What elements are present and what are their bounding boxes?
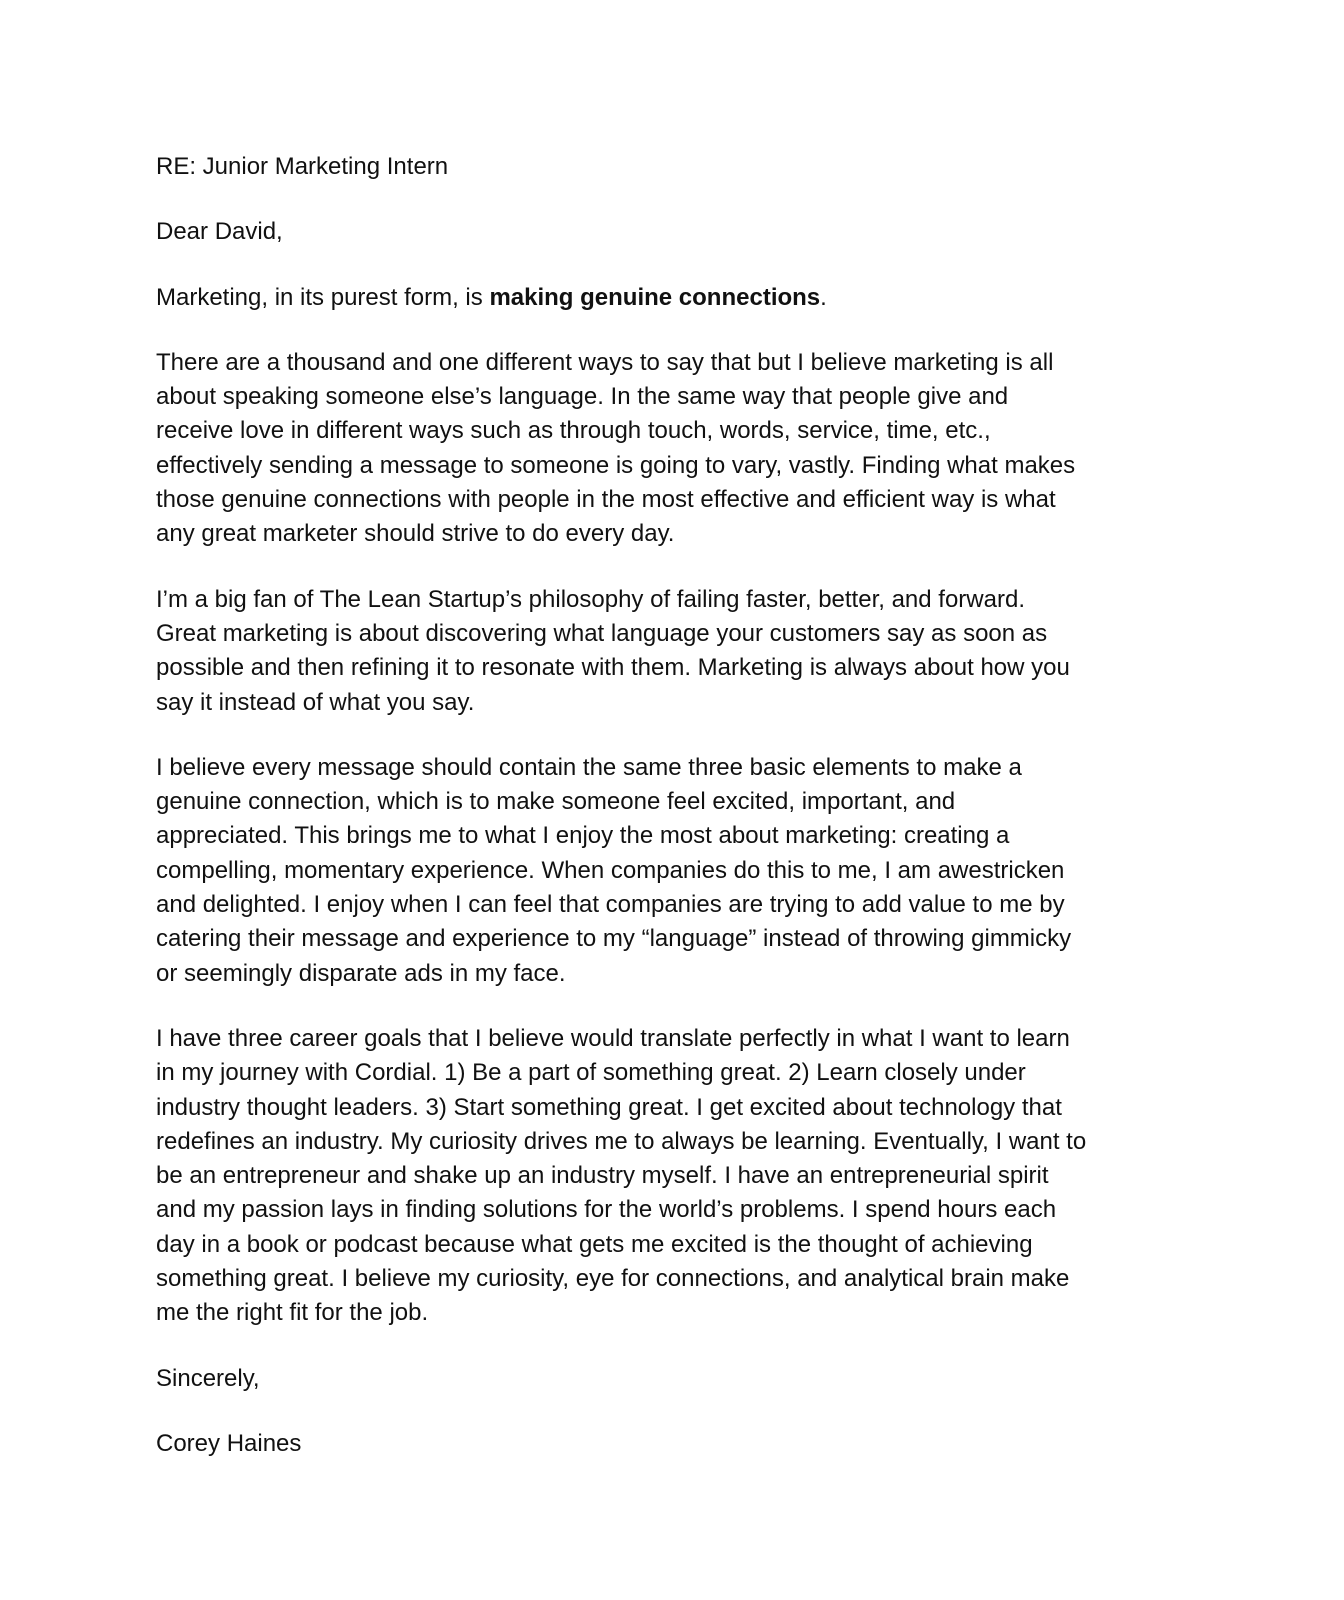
intro-period: . (820, 283, 827, 311)
paragraph-line: compelling, momentary experience. When companies do this to me, I am awestricken (156, 856, 1065, 884)
paragraph-line: and my passion lays in finding solutions for the world’s problems. I spend hours each (156, 1196, 1057, 1224)
paragraph-line: receive love in different ways such as through touch, words, service, time, etc., (156, 417, 991, 445)
paragraph-line: or seemingly disparate ads in my face. (156, 959, 566, 987)
paragraph-line: and delighted. I enjoy when I can feel that companies are trying to add value to me by (156, 891, 1065, 919)
paragraph-line: Great marketing is about discovering what language your customers say as soon as (156, 619, 1048, 647)
paragraph-line: I believe every message should contain the same three basic elements to make a (156, 753, 1022, 781)
intro-text: Marketing, in its purest form, is (156, 283, 490, 311)
cover-letter (156, 150, 1176, 1492)
paragraph-line: any great marketer should strive to do every day. (156, 520, 675, 548)
paragraph-line: possible and then refining it to resonate with them. Marketing is always about how you (156, 654, 1070, 682)
signature: Corey Haines (156, 1429, 302, 1457)
body-paragraph-2 (156, 583, 1176, 720)
closing: Sincerely, (156, 1364, 260, 1392)
paragraph-line: effectively sending a message to someone is going to vary, vastly. Finding what makes (156, 451, 1076, 479)
paragraph-line: those genuine connections with people in the most effective and efficient way is what (156, 486, 1056, 514)
body-paragraph-4 (156, 1022, 1176, 1331)
body-paragraph-3 (156, 751, 1176, 991)
paragraph-line: be an entrepreneur and shake up an industry myself. I have an entrepreneurial spirit (156, 1162, 1049, 1190)
paragraph-line: something great. I believe my curiosity, eye for connections, and analytical brain make (156, 1265, 1070, 1293)
paragraph-line: There are a thousand and one different ways to say that but I believe marketing is all (156, 348, 1054, 376)
paragraph-line: in my journey with Cordial. 1) Be a part of something great. 2) Learn closely under (156, 1059, 1026, 1087)
paragraph-line: me the right fit for the job. (156, 1299, 429, 1327)
paragraph-line: industry thought leaders. 3) Start something great. I get excited about technology that (156, 1093, 1062, 1121)
paragraph-line: catering their message and experience to my “language” instead of throwing gimmicky (156, 925, 1072, 953)
paragraph-line: about speaking someone else’s language. In the same way that people give and (156, 383, 1009, 411)
intro-paragraph (156, 281, 1176, 315)
paragraph-line: genuine connection, which is to make someone feel excited, important, and (156, 788, 956, 816)
paragraph-line: redefines an industry. My curiosity drives me to always be learning. Eventually, I want to (156, 1127, 1087, 1155)
subject-line: RE: Junior Marketing Intern (156, 153, 449, 180)
body-paragraphs (156, 346, 1176, 1331)
paragraph-line: I’m a big fan of The Lean Startup’s philosophy of failing faster, better, and forward. (156, 585, 1025, 613)
body-paragraph-1 (156, 346, 1176, 552)
paragraph-line: say it instead of what you say. (156, 688, 475, 716)
paragraph-line: appreciated. This brings me to what I enjoy the most about marketing: creating a (156, 822, 1010, 850)
salutation: Dear David, (156, 218, 283, 246)
paragraph-line: I have three career goals that I believe would translate perfectly in what I want to learn (156, 1024, 1070, 1052)
intro-bold-text: making genuine connections (489, 283, 821, 311)
paragraph-line: day in a book or podcast because what gets me excited is the thought of achieving (156, 1230, 1033, 1258)
